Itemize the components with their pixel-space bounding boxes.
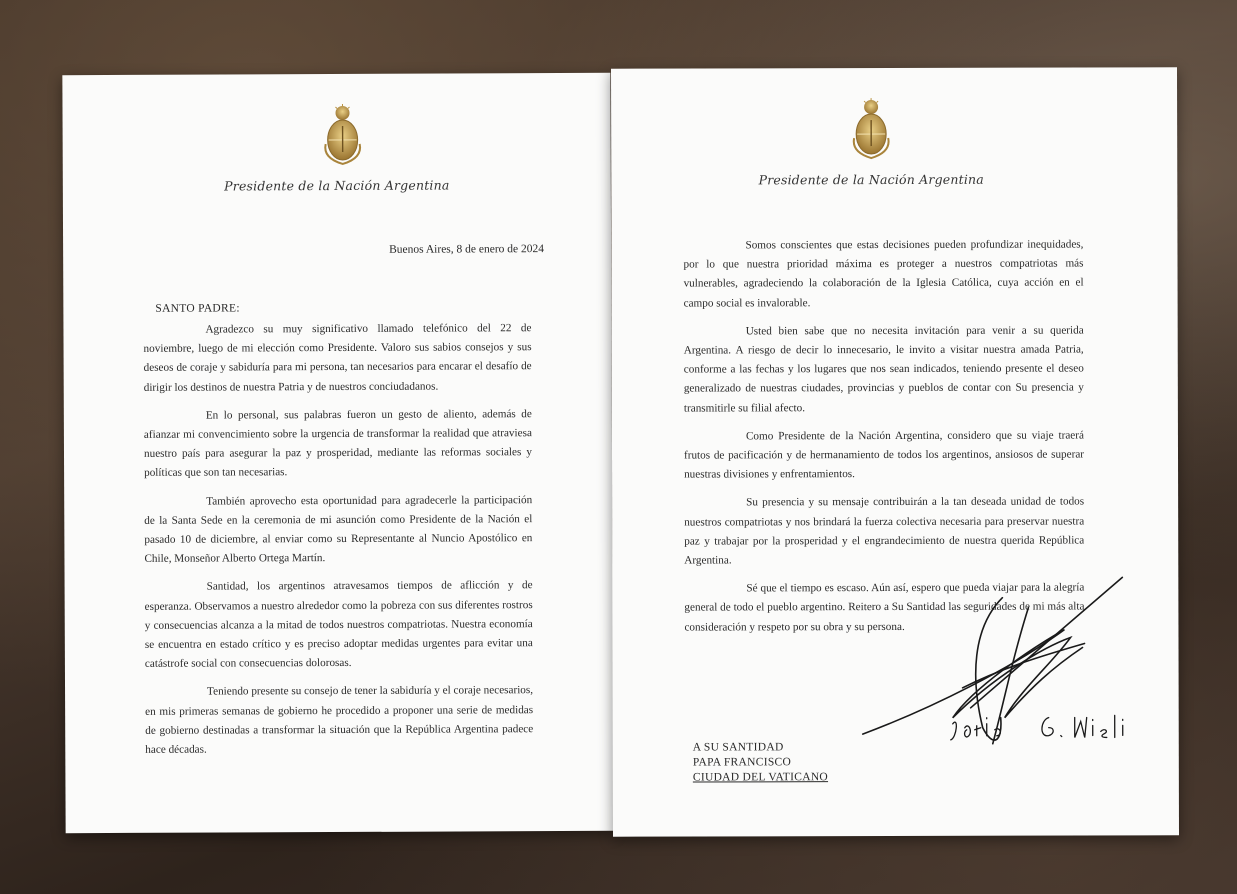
paragraph: En lo personal, sus palabras fueron un gesto de aliento, además de afianzar mi convencimiento sobre la urgencia de transformar la realidad que atraviesa nuestro país para asegurar la paz y prosperidad, mediante las reformas sociales y políticas que son tan necesarias. xyxy=(143,407,533,480)
address-line: A SU SANTIDAD xyxy=(692,741,784,754)
paragraph: Santidad, los argentinos atravesamos tiempos de aflicción y de esperanza. Observamos a nuestro alrededor como la pobreza con sus diferentes rostros y consecuencias alcanza a la mitad de todos nuestros compatriotas. Nuestra economía se encuentra en estado crítico y es preciso adoptar medidas urgentes para evitar una catástrofe social con consecuencias dolorosas. xyxy=(144,579,533,671)
address-line: CIUDAD DEL VATICANO xyxy=(692,771,829,784)
letter-page-1 xyxy=(62,73,613,833)
paragraph: Sé que el tiempo es escaso. Aún así, espero que pueda viajar para la alegría general de todo el pueblo argentino. Reitero a Su Santidad las seguridades de mi más alta consideración y respeto por su obra y su persona. xyxy=(684,581,1085,634)
coat-of-arms-icon xyxy=(849,98,893,160)
letter-page-2 xyxy=(611,67,1179,836)
salutation: SANTO PADRE: xyxy=(155,302,240,315)
paragraph: Usted bien sabe que no necesita invitación para venir a su querida Argentina. A riesgo de decir lo innecesario, le invito a visitar nuestra amada Patria, conforme a las fechas y los lugares que nos sean indicados, teniendo presente el deseo generalizado de nuestras ciudades, provincias y pueblos de contar con Su presencia y transmitirle su filial afecto. xyxy=(683,324,1084,415)
paragraph: Como Presidente de la Nación Argentina, considero que su viaje traerá frutos de pacificación y de hermanamiento de todos los argentinos, ansiosos de superar nuestras divisiones y enfrentamientos. xyxy=(683,429,1085,481)
paragraph: Somos conscientes que estas decisiones pueden profundizar inequidades, por lo que nuestra prioridad máxima es proteger a nuestros compatriotas más vulnerables, agradeciendo la colaboración de la Iglesia Católica, cuya acción en el campo social es invalorable. xyxy=(683,238,1084,310)
letter-body-page-1 xyxy=(143,319,533,769)
paragraph: Su presencia y su mensaje contribuirán a la tan deseada unidad de todos nuestros compatriotas y nos brindará la fuerza colectiva necesaria para preservar nuestra paz y trabajar por la prosperidad y el engrandecimiento de nuestra querida República Argentina. xyxy=(684,495,1085,567)
paragraph: Agradezco su muy significativo llamado telefónico del 22 de noviembre, luego de mi elección como Presidente. Valoro sus sabios consejos y sus deseos de coraje y sabiduría para mi persona, tan necesarios para encarar el desafío de dirigir los destinos de nuestra Patria y de nuestros conciudadanos. xyxy=(143,322,532,394)
letter-date: Buenos Aires, 8 de enero de 2024 xyxy=(389,243,545,256)
coat-of-arms-icon xyxy=(320,104,364,166)
recipient-address xyxy=(693,740,828,785)
paragraph: Teniendo presente su consejo de tener la sabiduría y el coraje necesarios, en mis primeras semanas de gobierno he procedido a proponer una serie de medidas de gobierno destinadas a transformar la situación que la República Argentina padece hace décadas. xyxy=(145,684,534,756)
letterhead-title: Presidente de la Nación Argentina xyxy=(758,171,984,188)
signature-icon xyxy=(852,567,1152,758)
address-line: PAPA FRANCISCO xyxy=(692,756,792,769)
letterhead-title: Presidente de la Nación Argentina xyxy=(224,177,450,194)
paragraph: También aprovecho esta oportunidad para agradecerle la participación de la Santa Sede en la ceremonia de mi asunción como Presidente de la Nación el pasado 10 de diciembre, al enviar como su Representante al Nuncio Apostólico en Chile, Monseñor Alberto Ortega Martín. xyxy=(144,493,533,566)
